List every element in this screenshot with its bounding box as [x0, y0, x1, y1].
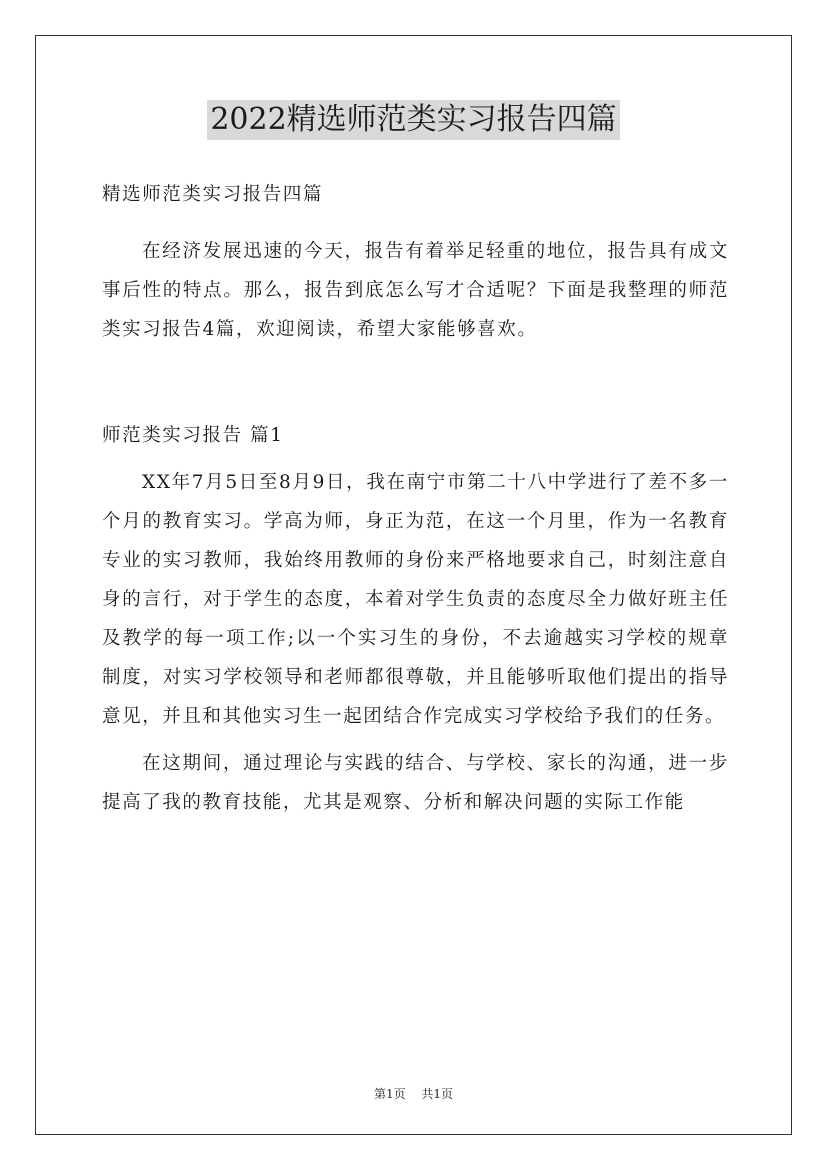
body-paragraph-2: 在这期间，通过理论与实践的结合、与学校、家长的沟通，进一步提高了我的教育技能，尤其是观察、分析和解决问题的实际工作能: [102, 753, 729, 813]
document-title: 2022精选师范类实习报告四篇: [207, 100, 619, 140]
title-container: [0, 100, 827, 140]
section-heading: 师范类实习报告 篇1: [102, 425, 284, 446]
spacer: [102, 349, 729, 416]
document-body: [102, 175, 729, 822]
body-paragraph-1: XX年7月5日至8月9日，我在南宁市第二十八中学进行了差不多一个月的教育实习。学高为师，身正为范，在这一个月里，作为一名教育专业的实习教师，我始终用教师的身份来严格地要求自己，时刻注意自身的言行，对于学生的态度，本着对学生负责的态度尽全力做好班主任及教学的每一项工作;以一个实习生的身份，不去逾越实习学校的规章制度，对实习学校领导和老师都很尊敬，并且能够听取他们提出的指导意见，并且和其他实习生一起团结合作完成实习学校给予我们的任务。: [102, 472, 729, 727]
document-subtitle: 精选师范类实习报告四篇: [102, 184, 324, 205]
page-total: 共1页: [421, 1087, 454, 1101]
intro-paragraph: 在经济发展迅速的今天，报告有着举足轻重的地位，报告具有成文事后性的特点。那么，报告到底怎么写才合适呢？下面是我整理的师范类实习报告4篇，欢迎阅读，希望大家能够喜欢。: [102, 241, 729, 340]
page-number: 第1页: [373, 1087, 406, 1101]
page-footer: [0, 1085, 827, 1102]
